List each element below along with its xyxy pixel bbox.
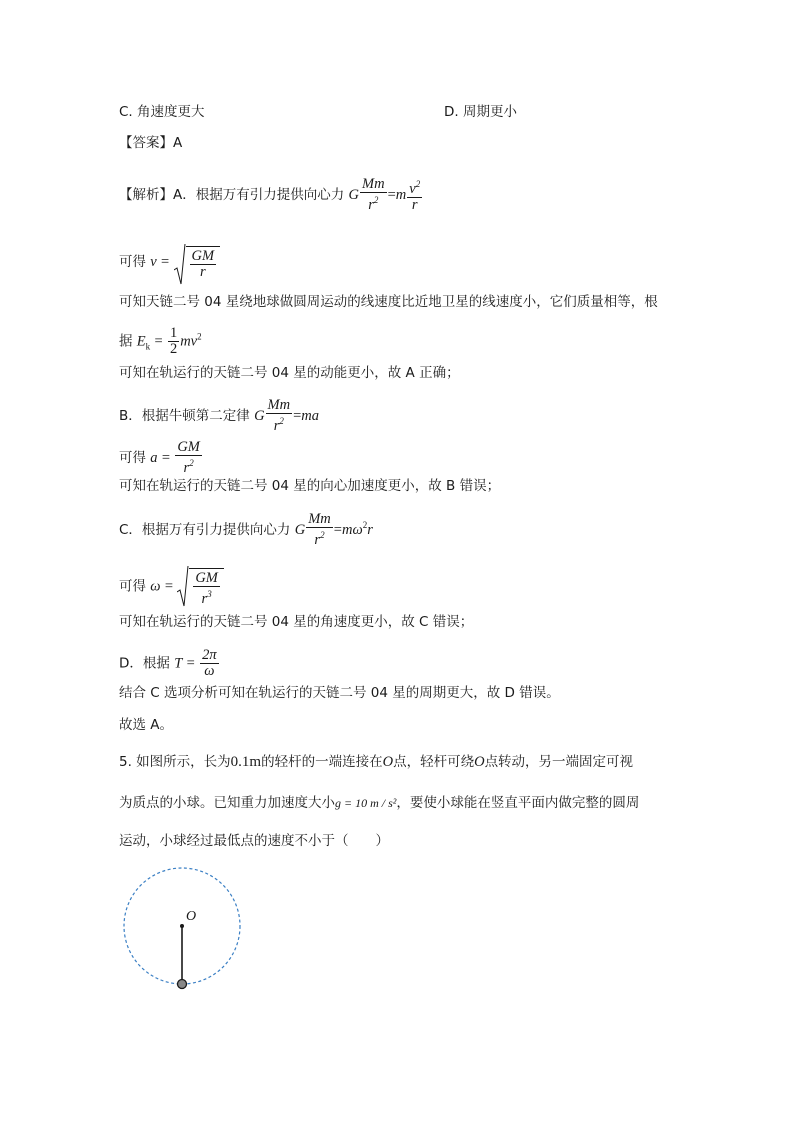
answer-value: A (173, 135, 183, 151)
analysis-a-compare: 可知天链二号 04 星绕地球做圆周运动的线速度比近地卫星的线速度小，它们质量相等，根 (119, 294, 658, 310)
analysis-d-intro: D．根据 T = $\frac{2\pi}{\omega}$ (119, 647, 217, 679)
analysis-b-conclusion: 可知在轨运行的天链二号 04 星的向心加速度更小，故 B 错误； (119, 478, 501, 494)
small-ball (178, 980, 187, 989)
analysis-b-accel: 可得 a = $\frac{GM}{r^2}$ (119, 439, 200, 476)
analysis-a-intro: 【解析】A．根据万有引力提供向心力 G $\frac{Mm}{r^2}$ =m $\frac{v^2}{r}$ (119, 176, 421, 213)
rod-circle-figure (118, 864, 248, 994)
analysis-c-intro: C．根据万有引力提供向心力 G $\frac{Mm}{r^2}$ $=m\omega^2r$ (119, 511, 373, 548)
analysis-a-ek: 据 $E_k$ = $\frac{1}{2}$ $mv^2$ (119, 325, 202, 357)
analysis-final: 故选 A。 (119, 717, 174, 733)
analysis-tag: 【解析】 (119, 187, 173, 203)
answer-tag: 【答案】 (119, 135, 173, 151)
analysis-c-omega: 可得 ω = $\frac{GM}{r^3}$ (119, 566, 224, 607)
analysis-b-intro: B．根据牛顿第二定律 G $\frac{Mm}{r^2}$ =ma (119, 397, 320, 434)
option-d: D. 周期更小 (444, 104, 517, 120)
center-label-o: O (186, 909, 197, 924)
analysis-a-conclusion: 可知在轨运行的天链二号 04 星的动能更小，故 A 正确； (119, 365, 460, 381)
pivot-point (180, 924, 184, 928)
question5-line1: 5. 如图所示，长为0.1m的轻杆的一端连接在O点，轻杆可绕O点转动，另一端固定可视 (119, 754, 634, 770)
answer-line (119, 134, 182, 152)
analysis-a-velocity: 可得 v = $\frac{GM}{r}$ (119, 244, 220, 280)
analysis-c-conclusion: 可知在轨运行的天链二号 04 星的角速度更小，故 C 错误； (119, 614, 474, 630)
question5-line2: 为质点的小球。已知重力加速度大小g = 10 m / s²，要使小球能在竖直平面内做完整的圆周 (119, 795, 640, 811)
option-c: C. 角速度更大 (119, 104, 205, 120)
question5-line3: 运动，小球经过最低点的速度不小于（ ） (119, 833, 389, 849)
analysis-d-conclusion: 结合 C 选项分析可知在轨运行的天链二号 04 星的周期更大，故 D 错误。 (119, 685, 560, 701)
